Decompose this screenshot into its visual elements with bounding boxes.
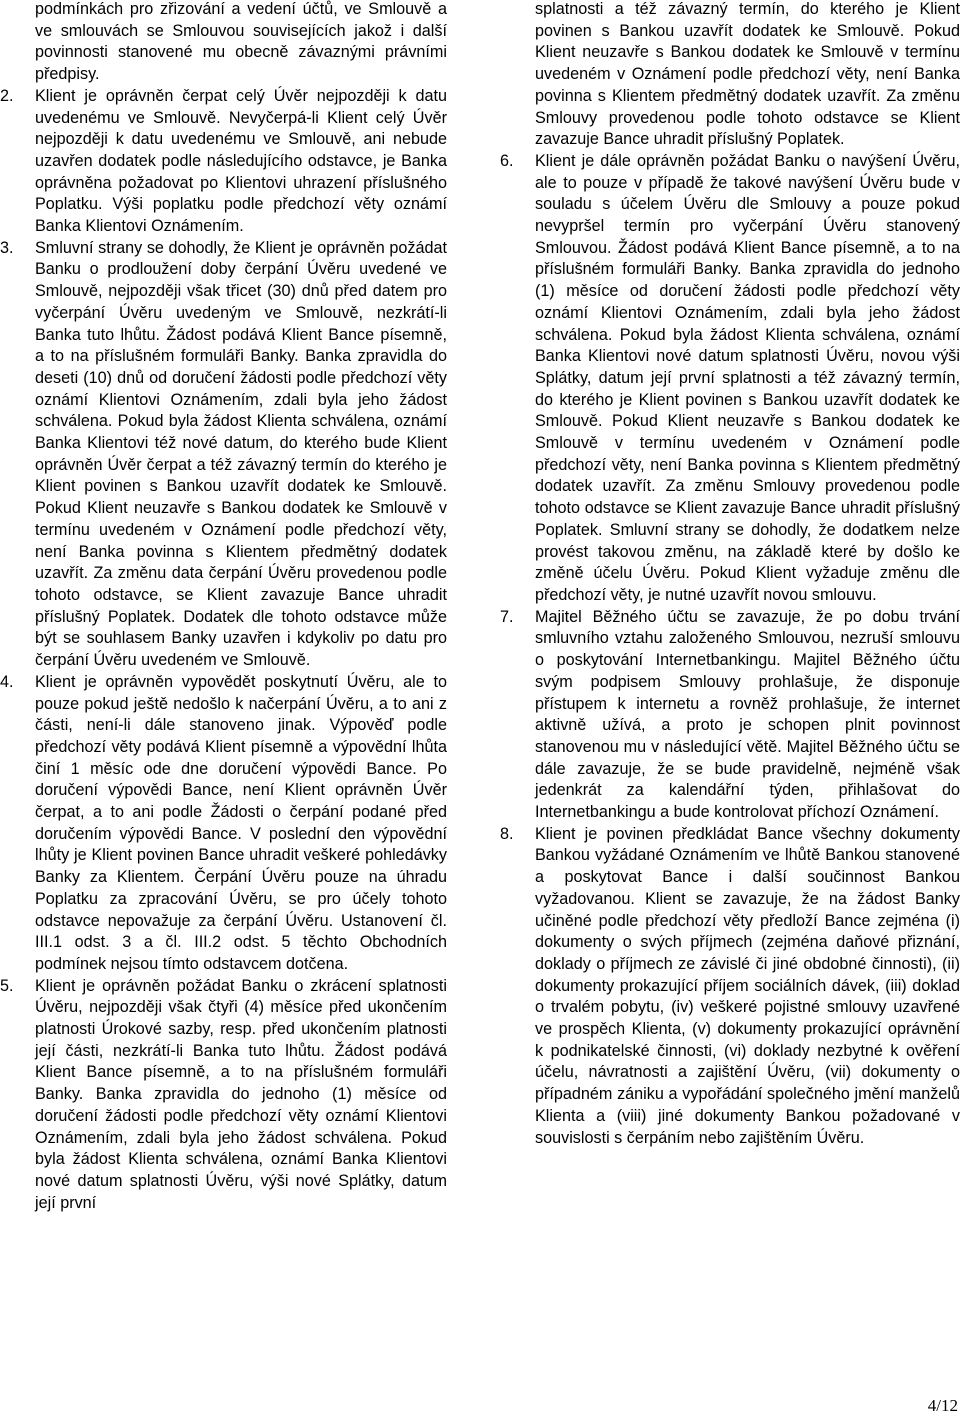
page-number: 4/12 [927,1396,958,1415]
item-number: 4. [0,672,14,691]
item-text: Klient je oprávněn požádat Banku o zkrácení splatnosti Úvěru, nejpozději však čtyři (4) měsíce před ukončením platnosti Úrokové sazby, resp. před ukončením platnosti její části, nezkrátí-li Banka tuto lhůtu. Žádost podává Klient Bance písemně, a to na příslušném formuláři Banky. Banka zpravidla do jednoho (1) měsíce od doručení žádosti podle předchozí věty oznámí Klientovi Oznámením, zdali byla jeho žádost schválena. Pokud byla žádost Klienta schválena, oznámí Banka Klientovi nové datum splatnosti Úvěru, výši nové Splátky, datum její první [35,976,447,1212]
item-text: Klient je oprávněn čerpat celý Úvěr nejpozději k datu uvedenému ve Smlouvě. Nevyčerpá-li Klient celý Úvěr nejpozději k datu uvedenému ve Smlouvě, ani nebude uzavřen dodatek podle následujícího odstavce, je Banka oprávněna požadovat po Klientovi uhrazení příslušného Poplatku. Výši poplatku podle předchozí věty oznámí Banka Klientovi Oznámením. [35,86,447,236]
paragraph-continuation [500,0,960,151]
item-text: Klient je dále oprávněn požádat Banku o navýšení Úvěru, ale to pouze v případě že takové navýšení Úvěru bude v souladu s účelem Úvěru dle Smlouvy a pouze pokud nevypršel termín pro vyčerpání Úvěru stanovený Smlouvou. Žádost podává Klient Bance písemně, a to na příslušném formuláři Banky. Banka zpravidla do jednoho (1) měsíce od doručení žádosti podle předchozí věty oznámí Klientovi Oznámením, zdali byla jeho žádost schválena. Pokud byla žádost Klienta schválena, oznámí Banka Klientovi nové datum splatnosti Úvěru, novou výši Splátky, datum její první splatnosti a též závazný termín, do kterého je Klient povinen s Bankou uzavřít dodatek ke Smlouvě. Pokud Klient neuzavře s Bankou dodatek ke Smlouvě v termínu uvedeném v Oznámení podle předchozí věty, není Banka povinna s Klientem předmětný dodatek uzavřít. Za změnu Smlouvy provedenou podle tohoto odstavce se Klient zavazuje Bance uhradit příslušný Poplatek. Smluvní strany se dohodly, že dodatkem nelze provést takovou změnu, na základě které by došlo ke změně účelu Úvěru. Pokud Klient vyžaduje změnu dle předchozí věty, je nutné uzavřít novou smlouvu. [535,151,960,604]
list-item [500,824,960,1150]
item-number: 3. [0,238,14,257]
list-item [0,672,447,976]
item-number: 2. [0,86,14,105]
item-number: 7. [500,607,514,626]
list-item [500,607,960,824]
list-item [500,151,960,607]
item-text: Klient je oprávněn vypovědět poskytnutí Úvěru, ale to pouze pokud ještě nedošlo k načerpání Úvěru, a to ani z části, není-li dále stanoveno jinak. Výpověď podle předchozí věty podává Klient písemně a výpovědní lhůta činí 1 měsíc ode dne doručení výpovědi Bance. Po doručení výpovědi Bance, není Klient oprávněn Úvěr čerpat, a to ani podle Žádosti o čerpání podané před doručením výpovědi Bance. V poslední den výpovědní lhůty je Klient povinen Bance uhradit veškeré pohledávky Banky za Klientem. Čerpání Úvěru pouze na úhradu Poplatku za zpracování Úvěru, se pro účely tohoto odstavce nepovažuje za čerpání Úvěru. Ustanovení čl. III.1 odst. 3 a čl. III.2 odst. 5 těchto Obchodních podmínek nejsou tímto odstavcem dotčena. [35,672,447,973]
list-item [0,238,447,672]
item-number: 6. [500,151,514,170]
item-number: 5. [0,976,14,995]
paragraph-continuation [0,0,447,86]
list-item [0,976,447,1215]
list-item [0,86,447,238]
item-text: Klient je povinen předkládat Bance všechny dokumenty Bankou vyžádané Oznámením ve lhůtě Bankou stanovené a poskytovat Bance i další součinnost Bankou vyžadovanou. Klient se zavazuje, že na žádost Banky učiněné podle předchozí věty předloží Bance zejména (i) dokumenty o svých příjmech (zejména daňové přiznání, doklady o příjmech ze závislé či jiné obdobné činnosti), (ii) dokumenty prokazující příjem sociálních dávek, (iii) doklad o trvalém pobytu, (iv) veškeré pojistné smlouvy uzavřené ve prospěch Klienta, (v) dokumenty prokazující oprávnění k podnikatelské činnosti, (vi) doklady nezbytné k ověření účelu, návratnosti a zajištění Úvěru, (vii) dokumenty o případném zániku a vypořádání společného jmění manželů Klienta a (viii) jiné dokumenty Bankou požadované v souvislosti s čerpáním nebo zajištěním Úvěru. [535,824,960,1147]
item-text: Majitel Běžného účtu se zavazuje, že po dobu trvání smluvního vztahu založeného Smlouvou, nezruší smlouvu o poskytování Internetbankingu. Majitel Běžného účtu svým podpisem Smlouvy prohlašuje, že disponuje přístupem k internetu a rovněž prohlašuje, že internet aktivně užívá, a proto je schopen plnit povinnost stanovenou mu v následující větě. Majitel Běžného účtu se dále zavazuje, že se bude pravidelně, nejméně však jedenkrát za kalendářní týden, přihlašovat do Internetbankingu a bude kontrolovat příchozí Oznámení. [535,607,960,822]
paragraph-text: splatnosti a též závazný termín, do kterého je Klient povinen s Bankou uzavřít dodatek ke Smlouvě. Pokud Klient neuzavře s Bankou dodatek ke Smlouvě v termínu uvedeném v Oznámení podle předchozí věty, není Banka povinna s Klientem předmětný dodatek uzavřít. Za změnu Smlouvy provedenou podle tohoto odstavce se Klient zavazuje Bance uhradit příslušný Poplatek. [535,0,960,149]
right-column [500,0,960,1149]
item-text: Smluvní strany se dohodly, že Klient je oprávněn požádat Banku o prodloužení doby čerpání Úvěru uvedené ve Smlouvě, nejpozději však třicet (30) dnů před datem pro vyčerpání Úvěru uvedeným ve Smlouvě, nezkrátí-li Banka tuto lhůtu. Žádost podává Klient Bance písemně, a to na příslušném formuláři Banky. Banka zpravidla do deseti (10) dnů od doručení žádosti podle předchozí věty oznámí Klientovi Oznámením, zdali byla jeho žádost schválena. Pokud byla žádost Klienta schválena, oznámí Banka Klientovi též nové datum, do kterého bude Klient oprávněn Úvěr čerpat a též závazný termín do kterého je Klient povinen s Bankou uzavřít dodatek ke Smlouvě. Pokud Klient neuzavře s Bankou dodatek ke Smlouvě v termínu uvedeném v Oznámení podle předchozí věty, není Banka povinna s Klientem předmětný dodatek uzavřít. Za změnu data čerpání Úvěru provedenou podle tohoto odstavce, se Klient zavazuje Bance uhradit příslušný Poplatek. Dodatek dle tohoto odstavce může být se souhlasem Banky uzavřen i kdykoliv po datu pro čerpání Úvěru uvedeném ve Smlouvě. [35,238,447,670]
left-column [0,0,447,1214]
paragraph-text: podmínkách pro zřizování a vedení účtů, ve Smlouvě a ve smlouvách se Smlouvou souvisejících jakož i další povinnosti stanovené mu obecně závaznými právními předpisy. [35,0,447,84]
item-number: 8. [500,824,514,843]
